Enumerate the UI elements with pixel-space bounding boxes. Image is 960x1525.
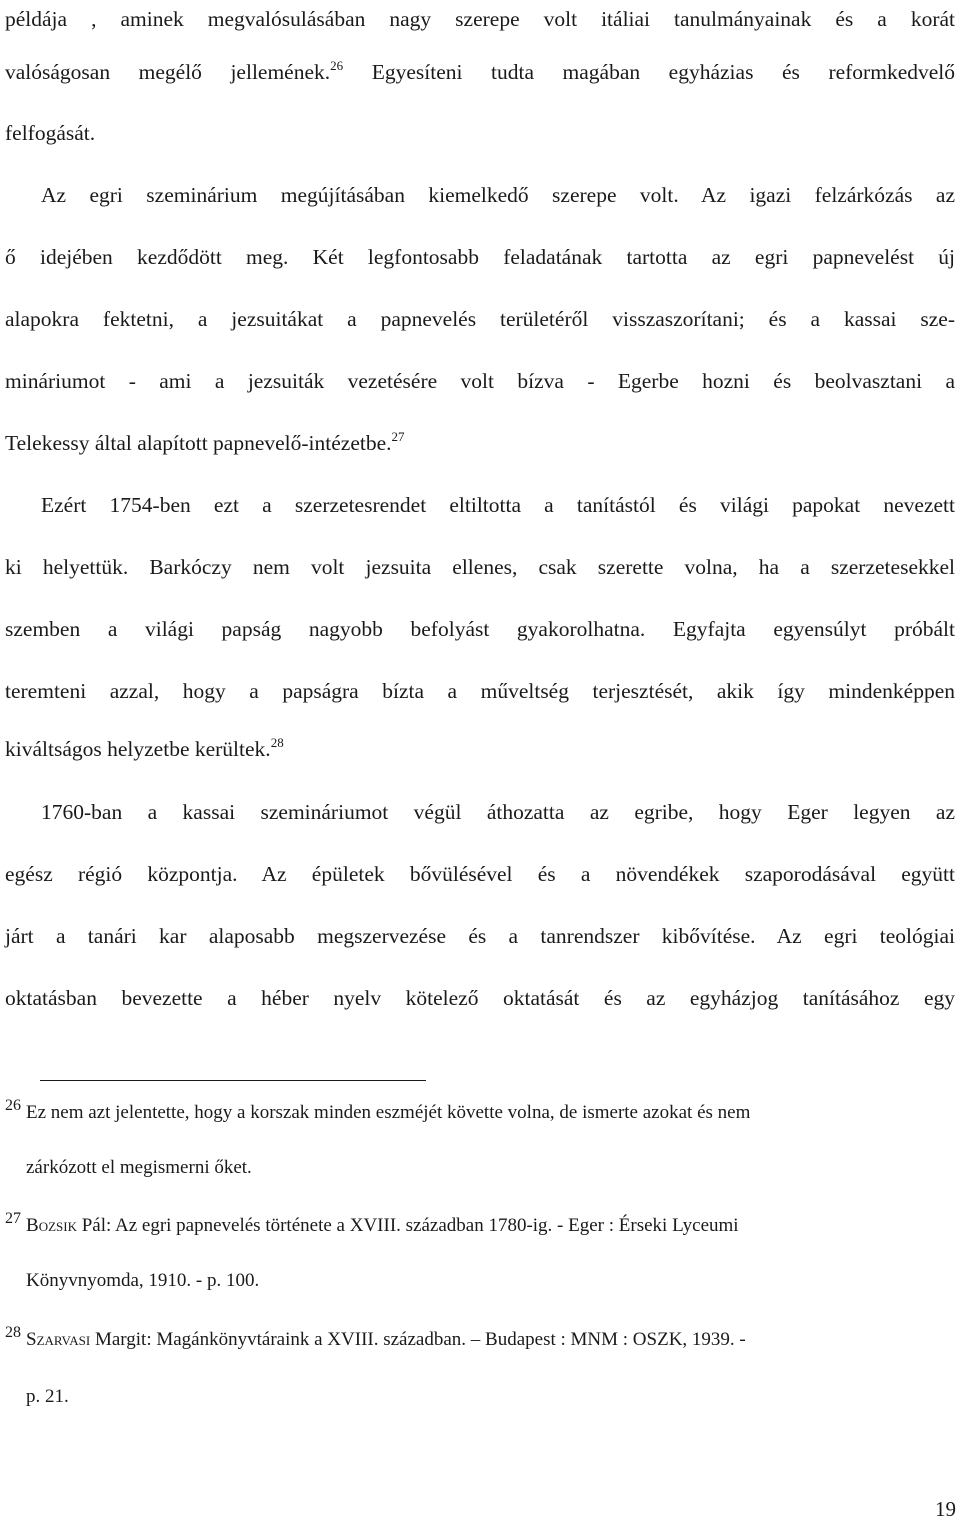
body-line-17: oktatásban bevezette a héber nyelv kötelező oktatását és az egyházjog tanításához egy bbox=[5, 986, 955, 1010]
body-line-6: alapokra fektetni, a jezsuitákat a papnevelés területéről visszaszorítani; és a kassai sze- bbox=[5, 307, 955, 331]
body-line-11: szemben a világi papság nagyobb befolyást gyakorolhatna. Egyfajta egyensúlyt próbált bbox=[5, 617, 955, 641]
body-line-13: kiváltságos helyzetbe kerültek.$^{28}$ bbox=[5, 735, 284, 761]
footnote-number: 28 bbox=[5, 1324, 21, 1341]
body-line-4: Az egri szeminárium megújításában kiemelkedő szerepe volt. Az igazi felzárkózás az bbox=[41, 183, 955, 207]
body-line-8: Telekessy által alapított papnevelő-intézetbe.$^{27}$ bbox=[5, 429, 405, 455]
body-line-9: Ezért 1754-ben ezt a szerzetesrendet eltiltotta a tanítástól és világi papokat nevezett bbox=[41, 493, 955, 517]
body-line-1: példája , aminek megvalósulásában nagy szerepe volt itáliai tanulmányainak és a korát bbox=[5, 7, 955, 31]
footnote-number: 26 bbox=[5, 1097, 21, 1114]
footnote-26-cont: zárkózott el megismerni őket. bbox=[26, 1157, 252, 1178]
footnote-text: Ez nem azt jelentette, hogy a korszak minden eszméjét követte volna, de ismerte azokat és nem bbox=[26, 1102, 751, 1123]
page-number: 19 bbox=[935, 1497, 956, 1521]
body-line-16: járt a tanári kar alaposabb megszervezése és a tanrendszer kibővítése. Az egri teológiai bbox=[5, 924, 955, 948]
body-line-12: teremteni azzal, hogy a papságra bízta a műveltség terjesztését, akik így mindenképpen bbox=[5, 679, 955, 703]
body-line-10: ki helyettük. Barkóczy nem volt jezsuita ellenes, csak szerette volna, ha a szerzetesekkel bbox=[5, 555, 955, 579]
body-line-7: mináriumot - ami a jezsuiták vezetésére volt bízva - Egerbe hozni és beolvasztani a bbox=[5, 369, 955, 393]
body-line-14: 1760-ban a kassai szemináriumot végül áthozatta az egribe, hogy Eger legyen az bbox=[41, 800, 955, 824]
footnote-ref-26[interactable]: 26 bbox=[330, 58, 344, 73]
footnote-number: 27 bbox=[5, 1210, 21, 1227]
body-line-15: egész régió központja. Az épületek bővülésével és a növendékek szaporodásával együtt bbox=[5, 862, 955, 886]
body-line-5: ő idejében kezdődött meg. Két legfontosabb feladatának tartotta az egri papnevelést új bbox=[5, 245, 955, 269]
footnote-separator bbox=[40, 1080, 426, 1081]
body-line-2: valóságosan megélő jellemének.$^{26}$ Egyesíteni tudta magában egyházias és reformkedvelő bbox=[5, 58, 955, 84]
footnote-27-cont: Könyvnyomda, 1910. - p. 100. bbox=[26, 1270, 260, 1291]
footnote-ref-27[interactable]: 27 bbox=[391, 429, 405, 444]
footnote-text: Szarvasi Margit: Magánkönyvtáraink a XVIII. században. – Budapest : MNM : OSZK, 1939. - bbox=[26, 1329, 746, 1350]
body-line-3: felfogását. bbox=[5, 121, 96, 145]
footnote-text: Bozsik Pál: Az egri papnevelés története a XVIII. században 1780-ig. - Eger : Érseki Lyceumi bbox=[26, 1215, 739, 1236]
footnote-28-cont: p. 21. bbox=[26, 1386, 69, 1407]
footnote-ref-28[interactable]: 28 bbox=[270, 735, 284, 750]
